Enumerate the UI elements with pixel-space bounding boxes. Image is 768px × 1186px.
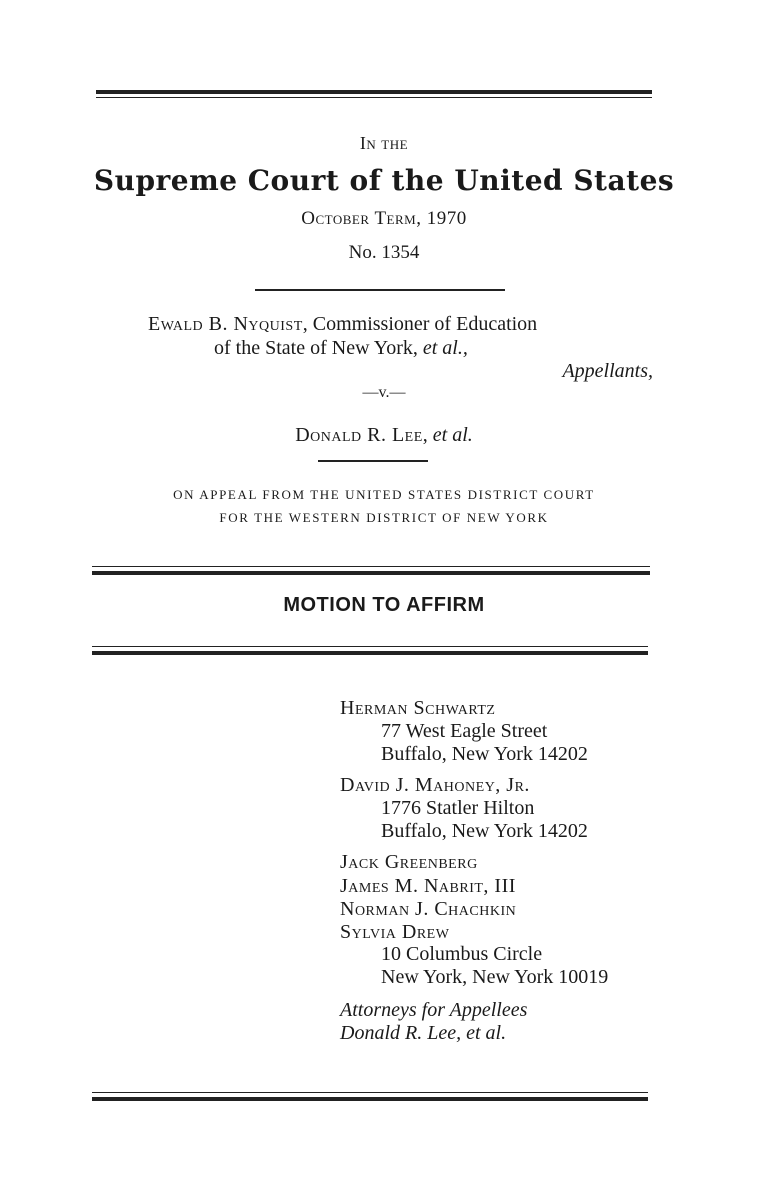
- term-line: October Term, 1970: [301, 208, 467, 229]
- parties-rule: [318, 460, 428, 462]
- header-rule: [255, 289, 505, 291]
- attorney-nabrit-name: James M. Nabrit, III: [340, 875, 516, 897]
- appellee-sep: ,: [422, 424, 433, 446]
- appellant-title: , Commissioner of Education: [302, 313, 538, 335]
- court-title: Supreme Court of the United States: [93, 164, 675, 197]
- document-title: MOTION TO AFFIRM: [283, 594, 485, 616]
- attorney-role-line-2: Donald R. Lee, et al.: [340, 1022, 507, 1044]
- appellants-label: Appellants,: [562, 360, 653, 382]
- attorney-drew-name: Sylvia Drew: [340, 921, 450, 943]
- appeal-line-2: FOR THE WESTERN DISTRICT OF NEW YORK: [219, 510, 549, 525]
- appellee-name: Donald R. Lee: [295, 424, 423, 446]
- motion-upper-rule: [92, 566, 650, 567]
- motion-lower-rule: [92, 646, 648, 647]
- attorney-drew-city: New York, New York 10019: [381, 966, 609, 988]
- attorney-greenberg-name: Jack Greenberg: [340, 851, 478, 873]
- top-double-rule: [96, 90, 652, 94]
- attorney-role-line-1: Attorneys for Appellees: [340, 999, 528, 1021]
- attorney-schwartz-street: 77 West Eagle Street: [381, 720, 548, 742]
- versus-mark: —v.—: [362, 384, 406, 401]
- attorney-mahoney-name: David J. Mahoney, Jr.: [340, 774, 530, 796]
- attorney-schwartz-name: Herman Schwartz: [340, 697, 496, 719]
- appellant-state: of the State of New York,: [214, 337, 423, 359]
- appellee-line: [0, 424, 768, 447]
- appellant-line-1: [148, 313, 537, 336]
- appeal-line-1: ON APPEAL FROM THE UNITED STATES DISTRICT COURT: [173, 487, 595, 502]
- bottom-double-rule: [92, 1092, 648, 1093]
- attorney-schwartz-city: Buffalo, New York 14202: [381, 743, 588, 765]
- attorney-drew-street: 10 Columbus Circle: [381, 943, 543, 965]
- appellant-name: Ewald B. Nyquist: [148, 313, 303, 335]
- attorney-chachkin-name: Norman J. Chachkin: [340, 898, 517, 920]
- docket-number: No. 1354: [348, 242, 420, 263]
- attorney-mahoney-city: Buffalo, New York 14202: [381, 820, 588, 842]
- appellant-line-2: [214, 337, 468, 360]
- in-the-caption: In the: [359, 133, 409, 153]
- attorney-mahoney-street: 1776 Statler Hilton: [381, 797, 535, 819]
- appellant-etal: et al.,: [422, 337, 468, 359]
- appellee-etal: et al.: [432, 424, 473, 446]
